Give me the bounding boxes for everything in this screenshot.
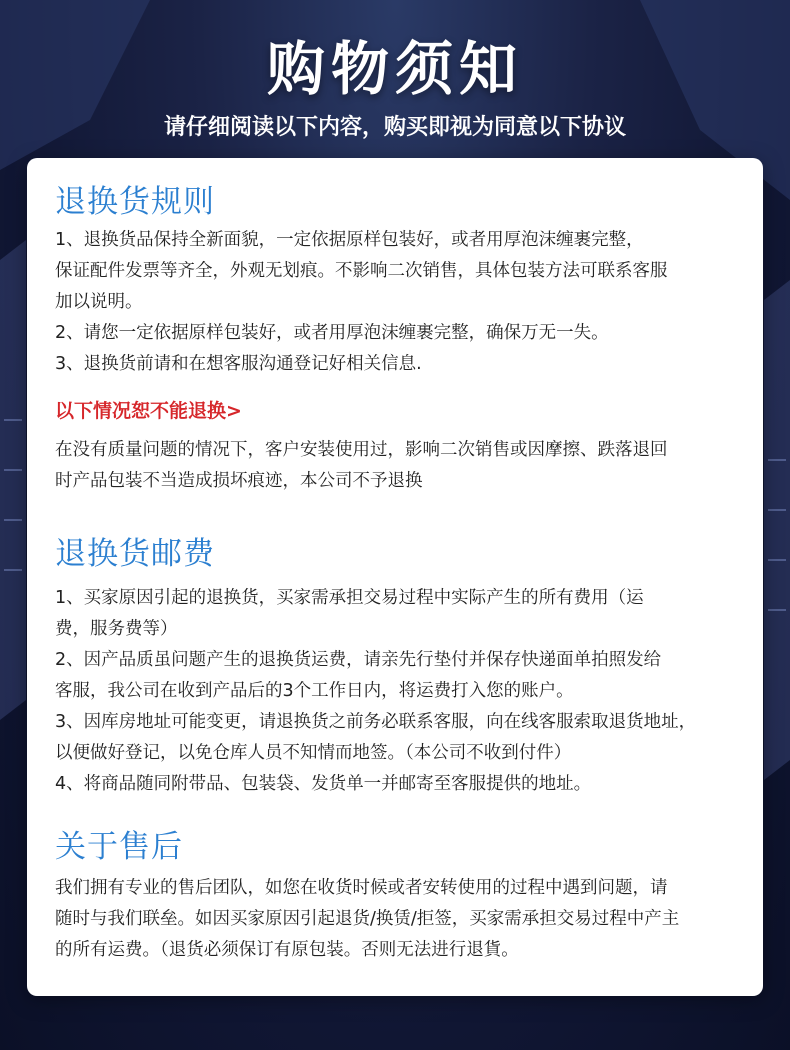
after-sales-line-3: 的所有运费。（退货必须保订有原包装。否则无法进行退貨。 — [55, 940, 519, 960]
page-header — [0, 0, 790, 160]
shipping-fee-line-1: 1、买家原因引起的退换货，买家需承担交易过程中实际产生的所有费用（运 — [55, 588, 644, 608]
return-rules-line-2: 保证配件发票等齐全，外观无划痕。不影响二次销售，具体包装方法可联系客服 — [55, 261, 668, 281]
shipping-fee-line-4: 客服，我公司在收到产品后的3个工作日内，将运费打入您的账户。 — [55, 681, 574, 701]
exceptions-title: 以下情况恕不能退换> — [55, 400, 242, 422]
return-rules-line-1: 1、退换货品保持全新面貌，一定依据原样包装好，或者用厚泡沫缠裹完整， — [55, 230, 644, 250]
notice-card — [27, 158, 763, 996]
exceptions-line-1: 在没有质量问题的情况下，客户安装使用过，影响二次销售或因摩擦、跌落退回 — [55, 440, 668, 460]
shipping-fee-line-7: 4、将商品随同附带品、包装袋、发货单一并邮寄至客服提供的地址。 — [55, 774, 592, 794]
section-title-return-rules: 退换货规则 — [55, 184, 215, 220]
return-rules-line-3: 加以说明。 — [55, 292, 143, 312]
after-sales-line-1: 我们拥有专业的售后团队，如您在收货时候或者安转使用的过程中遇到问题，请 — [55, 878, 668, 898]
return-rules-line-5: 3、退换货前请和在想客服沟通登记好相关信息. — [55, 354, 422, 374]
return-rules-line-4: 2、请您一定依据原样包装好，或者用厚泡沫缠裹完整，确保万无一失。 — [55, 323, 609, 343]
section-title-after-sales: 关于售后 — [55, 829, 183, 865]
shipping-fee-line-3: 2、因产品质虽问题产生的退换货运费，请亲先行垫付并保存快递面单拍照发给 — [55, 650, 662, 670]
page-subtitle: 请仔细阅读以下内容，购买即视为同意以下协议 — [163, 115, 626, 140]
page-title: 购物须知 — [266, 35, 523, 103]
shipping-fee-line-5: 3、因库房地址可能变更，请退换货之前务必联系客服，向在线客服索取退货地址， — [55, 712, 697, 732]
exceptions-line-2: 时产品包装不当造成损坏痕迹，本公司不予退换 — [55, 471, 423, 491]
section-title-shipping-fee: 退换货邮费 — [55, 536, 215, 572]
shipping-fee-line-2: 费，服务费等） — [55, 619, 178, 639]
shipping-fee-line-6: 以便做好登记，以免仓库人员不知情而地签。（本公司不收到付件） — [55, 743, 572, 763]
after-sales-line-2: 随时与我们联垒。如因买家原因引起退货/换赁/拒签，买家需承担交易过程中产主 — [55, 909, 680, 929]
